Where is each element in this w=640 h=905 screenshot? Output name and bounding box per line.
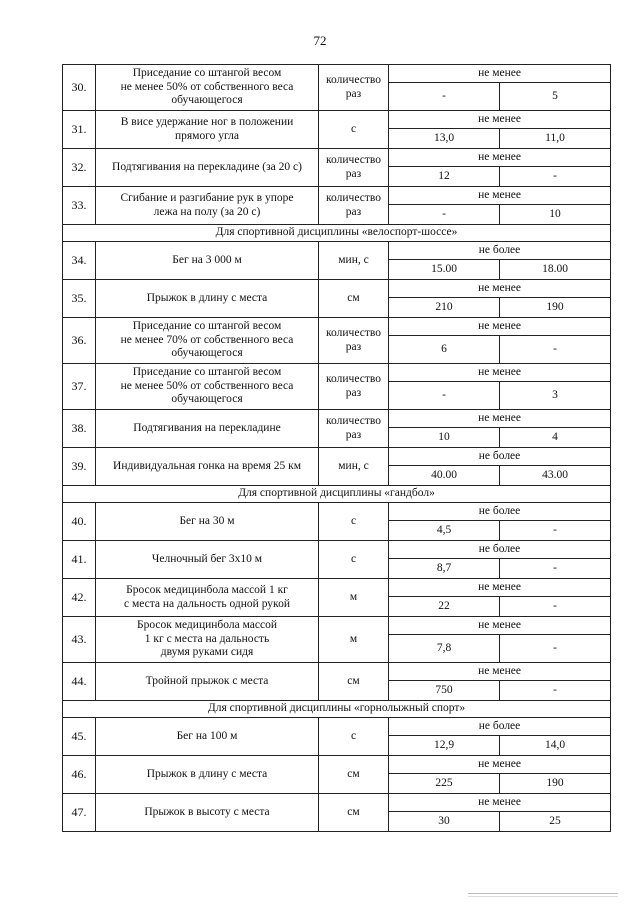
value-boys: 12,9 [389,736,500,756]
row-number: 38. [63,410,96,448]
unit-line: раз [345,87,362,100]
unit [319,364,389,410]
exercise-name-line: Бросок медицинбола массой [137,618,277,631]
exercise-name-line: обучающегося [171,393,243,406]
bottom-mark [468,893,618,894]
condition: не менее [389,280,611,298]
exercise-name-line: обучающегося [171,94,243,107]
condition: не менее [389,410,611,428]
unit [319,503,389,541]
row-number: 40. [63,503,96,541]
exercise-name [96,579,319,617]
exercise-name-line: двумя руками сидя [160,646,254,659]
exercise-name [96,111,319,149]
table-row [63,541,611,559]
value-boys: 4,5 [389,521,500,541]
value-girls: 11,0 [500,129,611,149]
unit [319,149,389,187]
condition: не более [389,541,611,559]
exercise-name-line: 1 кг с места на дальность [144,632,270,645]
unit [319,663,389,701]
page-number: 72 [313,33,327,48]
condition: не менее [389,617,611,635]
exercise-name [96,794,319,832]
row-number: 43. [63,617,96,663]
value-girls: - [500,597,611,617]
table-row [63,794,611,812]
unit [319,242,389,280]
exercise-name [96,410,319,448]
exercise-name [96,242,319,280]
table-row [63,756,611,774]
table-row [63,242,611,260]
unit-line: раз [345,167,362,180]
exercise-name-line: В висе удержание ног в положении [120,115,294,128]
section-header-row [63,701,611,718]
value-boys: 30 [389,812,500,832]
table-row [63,149,611,167]
condition: не менее [389,364,611,382]
exercise-name-line: обучающегося [171,347,243,360]
bottom-mark-2 [468,896,618,897]
condition: не менее [389,149,611,167]
exercise-name [96,318,319,364]
unit [319,756,389,794]
value-boys: 750 [389,681,500,701]
value-girls: 10 [500,205,611,225]
exercise-name-line: Бег на 100 м [176,729,238,742]
value-boys: - [389,83,500,111]
exercise-name-line: Прыжок в длину с места [146,291,268,304]
section-title: Для спортивной дисциплины «велоспорт-шоссе» [63,225,611,242]
condition: не более [389,242,611,260]
exercise-name [96,187,319,225]
exercise-name-line: Подтягивания на перекладине [133,421,281,434]
unit [319,410,389,448]
unit-line: раз [345,428,362,441]
value-girls: - [500,336,611,364]
exercise-name-line: не менее 50% от собственного веса [120,379,294,392]
table-row [63,65,611,83]
unit-line: см [347,767,360,780]
exercise-name [96,364,319,410]
value-boys: 6 [389,336,500,364]
unit-line: количество [326,326,381,339]
value-boys: 40.00 [389,466,500,486]
exercise-name-line: Индивидуальная гонка на время 25 км [113,459,301,472]
unit [319,65,389,111]
exercise-name-line: Приседание со штангой весом [132,66,282,79]
section-title: Для спортивной дисциплины «горнолыжный спорт» [63,701,611,718]
row-number: 31. [63,111,96,149]
unit [319,617,389,663]
table-row [63,187,611,205]
row-number: 34. [63,242,96,280]
exercise-name [96,756,319,794]
exercise-name-line: Подтягивания на перекладине (за 20 с) [112,160,302,173]
exercise-name-line: не менее 50% от собственного веса [120,80,294,93]
unit-line: м [349,590,358,603]
condition: не менее [389,794,611,812]
table-row [63,579,611,597]
value-boys: 22 [389,597,500,617]
table-row [63,410,611,428]
unit-line: количество [326,153,381,166]
unit-line: см [347,291,360,304]
unit-line: раз [345,340,362,353]
unit-line: мин, с [338,459,369,472]
unit-line: количество [326,414,381,427]
row-number: 47. [63,794,96,832]
condition: не менее [389,65,611,83]
table-row [63,448,611,466]
value-girls: - [500,559,611,579]
exercise-name-line: Приседание со штангой весом [132,365,282,378]
exercise-name [96,617,319,663]
table-row [63,503,611,521]
unit [319,718,389,756]
unit [319,448,389,486]
exercise-name-line: Тройной прыжок с места [145,674,269,687]
unit-line: количество [326,372,381,385]
section-header-row [63,486,611,503]
row-number: 35. [63,280,96,318]
table-row [63,280,611,298]
value-boys: 10 [389,428,500,448]
row-number: 39. [63,448,96,486]
exercise-name-line: Сгибание и разгибание рук в упоре [120,191,294,204]
row-number: 32. [63,149,96,187]
row-number: 30. [63,65,96,111]
condition: не менее [389,318,611,336]
value-girls: 18.00 [500,260,611,280]
table-row [63,318,611,336]
unit-line: см [347,674,360,687]
unit-line: с [350,514,357,527]
table-row [63,111,611,129]
exercise-name [96,65,319,111]
unit-line: количество [326,191,381,204]
exercise-name-line: Бросок медицинбола массой 1 кг [126,583,288,596]
condition: не более [389,503,611,521]
condition: не менее [389,111,611,129]
value-girls: - [500,635,611,663]
unit-line: количество [326,73,381,86]
unit-line: раз [345,386,362,399]
value-girls: 3 [500,382,611,410]
condition: не более [389,448,611,466]
table-row [63,663,611,681]
exercise-name [96,280,319,318]
exercise-name-line: Прыжок в длину с места [146,767,268,780]
row-number: 44. [63,663,96,701]
section-title: Для спортивной дисциплины «гандбол» [63,486,611,503]
unit-line: см [347,805,360,818]
value-girls: - [500,521,611,541]
row-number: 41. [63,541,96,579]
exercise-name-line: Челночный бег 3х10 м [151,552,263,565]
value-boys: 13,0 [389,129,500,149]
unit-line: с [350,122,357,135]
exercise-name-line: не менее 70% от собственного веса [120,333,294,346]
unit-line: м [349,632,358,645]
value-girls: 4 [500,428,611,448]
value-boys: - [389,382,500,410]
value-boys: 8,7 [389,559,500,579]
unit [319,111,389,149]
unit-line: с [350,552,357,565]
row-number: 45. [63,718,96,756]
standards-table [62,64,611,832]
exercise-name [96,149,319,187]
condition: не менее [389,663,611,681]
unit [319,794,389,832]
value-boys: - [389,205,500,225]
exercise-name-line: Бег на 30 м [179,514,235,527]
value-boys: 225 [389,774,500,794]
row-number: 46. [63,756,96,794]
section-header-row [63,225,611,242]
unit [319,280,389,318]
condition: не менее [389,579,611,597]
exercise-name-line: лежа на полу (за 20 с) [153,205,261,218]
row-number: 37. [63,364,96,410]
row-number: 33. [63,187,96,225]
value-boys: 7,8 [389,635,500,663]
unit [319,579,389,617]
value-girls: 190 [500,298,611,318]
exercise-name [96,541,319,579]
value-girls: 25 [500,812,611,832]
value-boys: 15.00 [389,260,500,280]
unit-line: с [350,729,357,742]
value-boys: 12 [389,167,500,187]
unit-line: раз [345,205,362,218]
value-girls: 14,0 [500,736,611,756]
exercise-name [96,663,319,701]
value-girls: 43.00 [500,466,611,486]
exercise-name [96,448,319,486]
exercise-name-line: Приседание со штангой весом [132,319,282,332]
condition: не менее [389,756,611,774]
exercise-name-line: Бег на 3 000 м [172,253,242,266]
unit [319,318,389,364]
value-girls: - [500,167,611,187]
exercise-name [96,503,319,541]
condition: не более [389,718,611,736]
unit [319,541,389,579]
value-girls: - [500,681,611,701]
exercise-name-line: с места на дальность одной рукой [124,597,290,610]
exercise-name [96,718,319,756]
exercise-name-line: прямого угла [174,129,239,142]
table-row [63,364,611,382]
row-number: 42. [63,579,96,617]
value-girls: 5 [500,83,611,111]
unit-line: мин, с [338,253,369,266]
row-number: 36. [63,318,96,364]
table-row [63,718,611,736]
condition: не менее [389,187,611,205]
exercise-name-line: Прыжок в высоту с места [144,805,270,818]
unit [319,187,389,225]
table-row [63,617,611,635]
value-girls: 190 [500,774,611,794]
value-boys: 210 [389,298,500,318]
